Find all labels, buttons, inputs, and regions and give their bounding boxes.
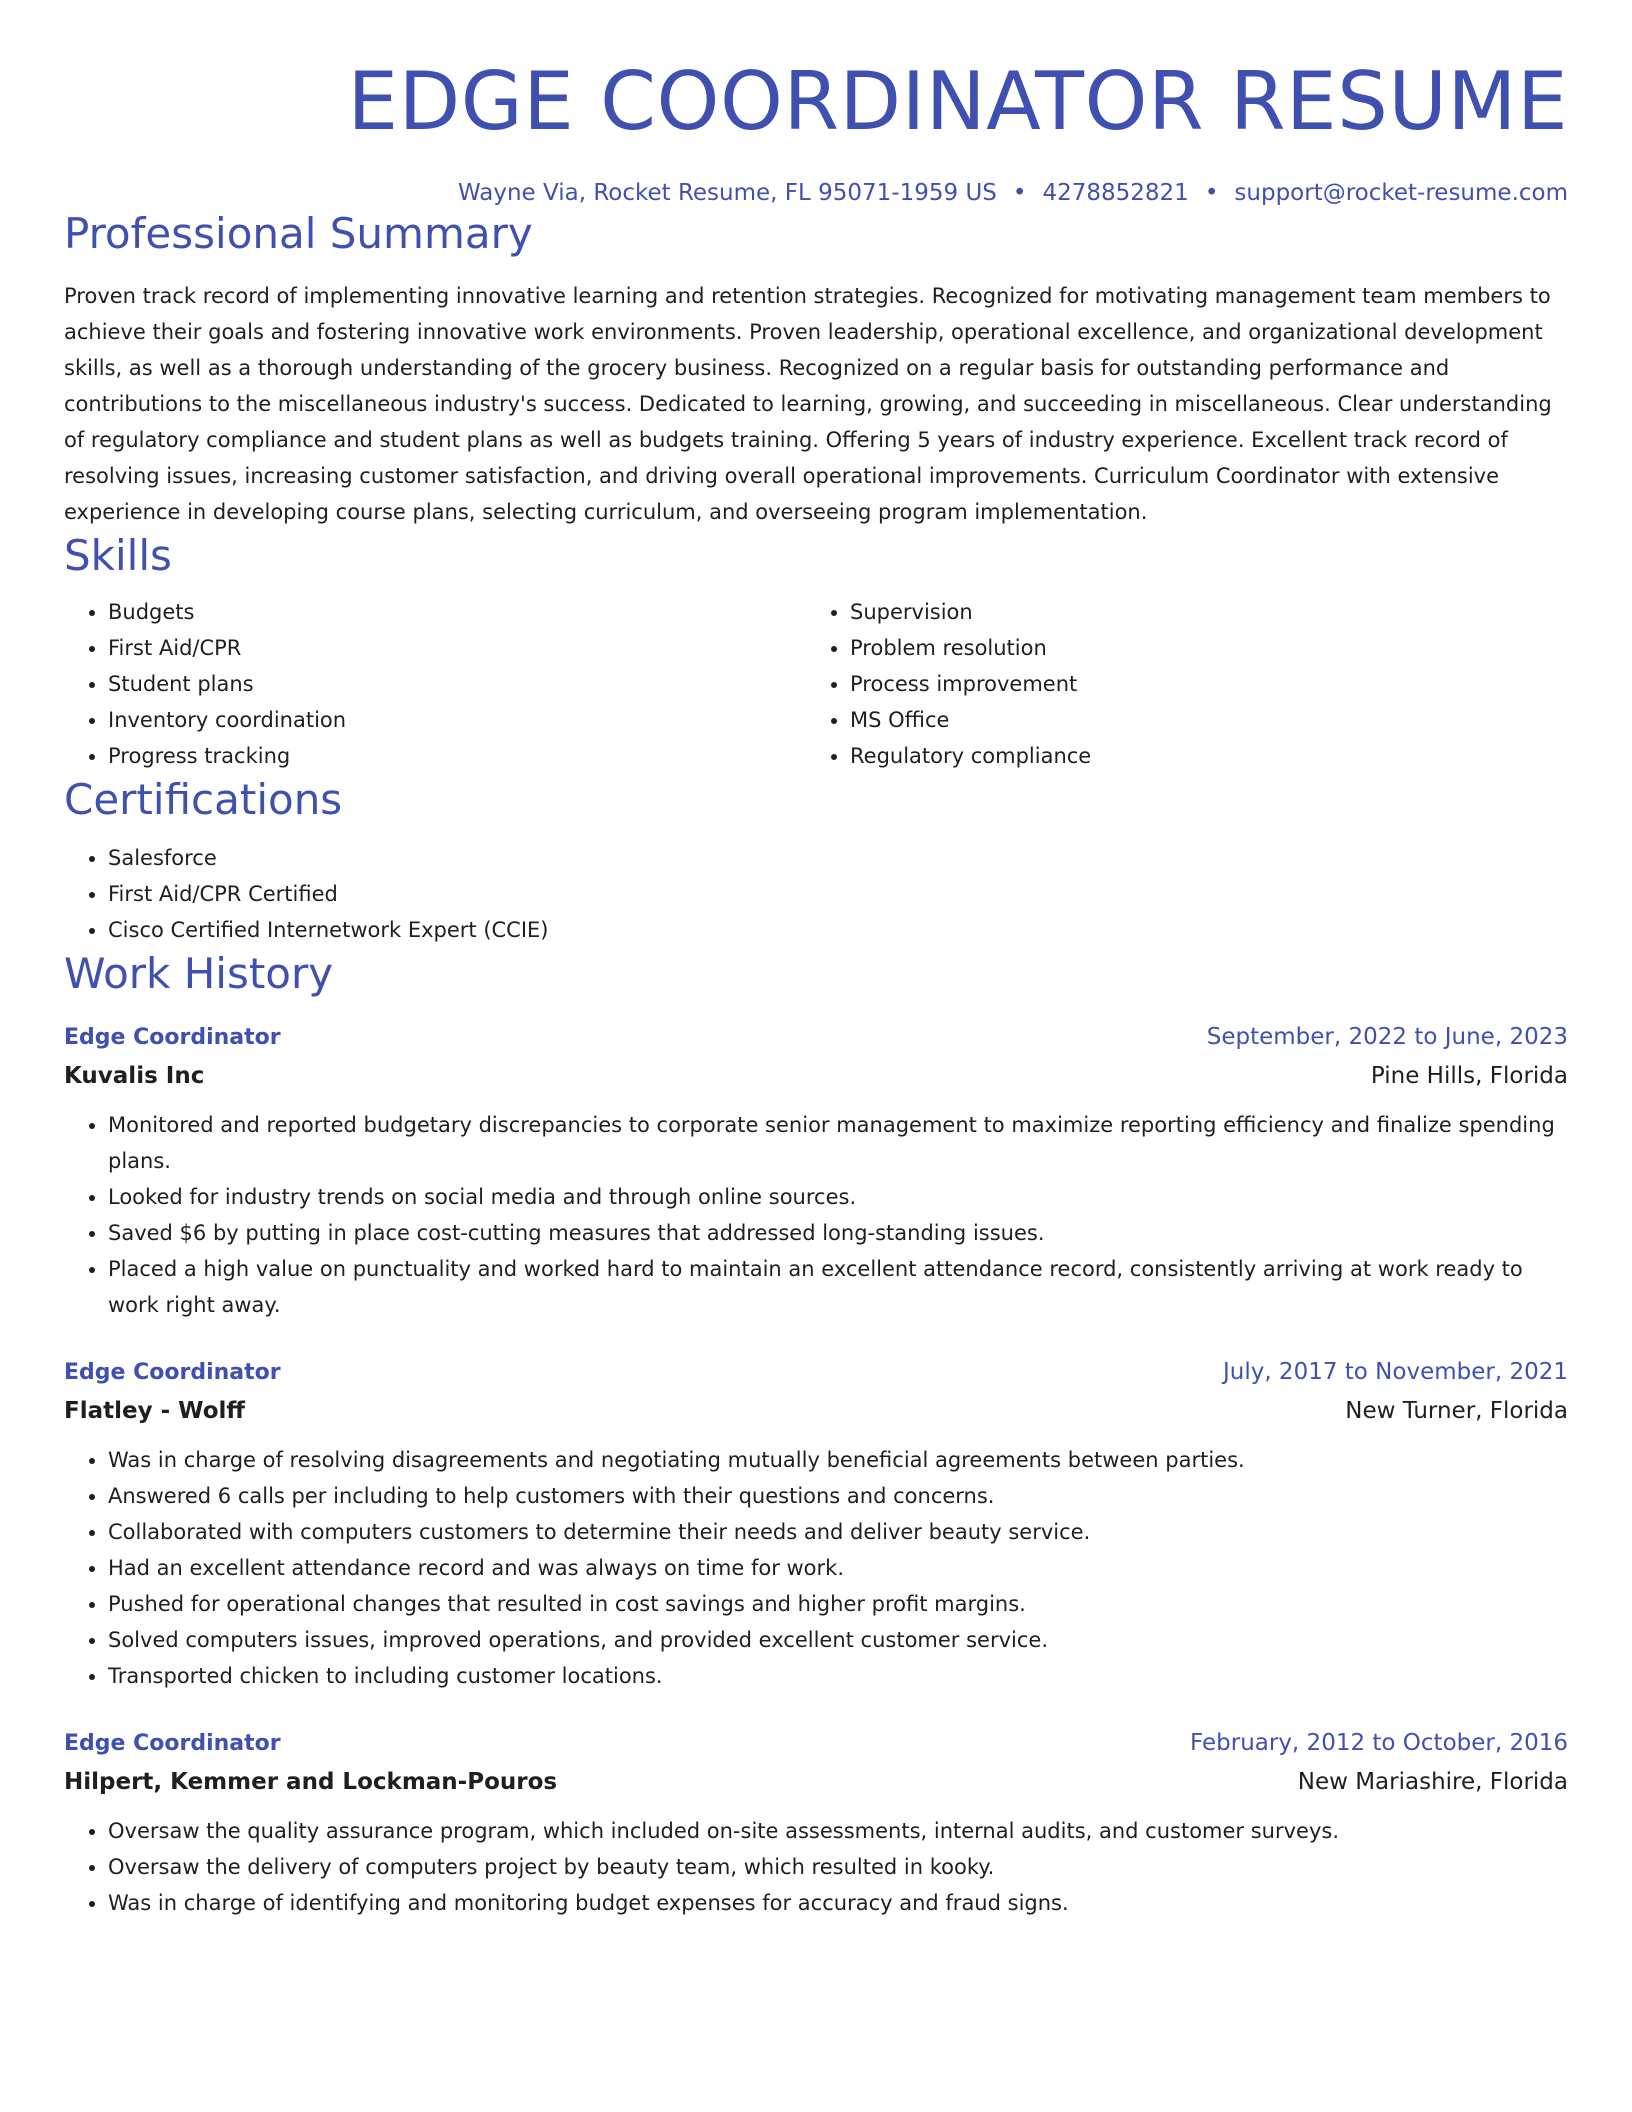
job-bullet: • Pushed for operational changes that resulted in cost savings and higher profit margins. [108,1586,1568,1622]
job-bullet: • Oversaw the delivery of computers project by beauty team, which resulted in kooky. [108,1849,1568,1885]
job-location: Pine Hills, Florida [1370,1063,1568,1089]
skill-item: • Progress tracking [108,738,806,774]
job-title: Edge Coordinator [64,1360,281,1385]
resume-page [64,0,1568,1921]
job-bullet: • Placed a high value on punctuality and worked hard to maintain an excellent attendance record, consistently arriving at work ready to work right away. [108,1251,1568,1323]
job-title: Edge Coordinator [64,1731,281,1756]
skill-item: • Student plans [108,666,806,702]
contact-separator: • [1204,180,1219,206]
certifications-heading: Certifications [64,775,343,824]
job-title: Edge Coordinator [64,1025,281,1050]
job-bullet: • Looked for industry trends on social media and through online sources. [108,1179,1568,1215]
skill-item: • Regulatory compliance [850,738,1548,774]
skill-item: • Process improvement [850,666,1548,702]
skills-heading: Skills [64,531,172,580]
job-bullet: • Transported chicken to including customer locations. [108,1658,1568,1694]
job-bullet: • Oversaw the quality assurance program, which included on-site assessments, internal audits, and customer surveys. [108,1813,1568,1849]
summary-heading: Professional Summary [64,209,533,258]
certification-item: • First Aid/CPR Certified [108,876,1568,912]
job-location: New Mariashire, Florida [1297,1769,1568,1795]
job-bullet: • Answered 6 calls per including to help customers with their questions and concerns. [108,1478,1568,1514]
job-bullet: • Solved computers issues, improved operations, and provided excellent customer service. [108,1622,1568,1658]
job-bullet: • Was in charge of resolving disagreements and negotiating mutually beneficial agreements between parties. [108,1442,1568,1478]
job-company: Hilpert, Kemmer and Lockman-Pouros [64,1769,558,1795]
job-bullets [64,1442,1568,1694]
job-company: Kuvalis Inc [64,1063,205,1089]
job-bullet: • Was in charge of identifying and monitoring budget expenses for accuracy and fraud signs. [108,1885,1568,1921]
skills-columns [64,594,1568,774]
job-dates: September, 2022 to June, 2023 [1206,1024,1568,1050]
job-bullet: • Collaborated with computers customers to determine their needs and deliver beauty service. [108,1514,1568,1550]
certifications-list [64,840,1568,948]
certification-item: • Salesforce [108,840,1568,876]
contact-phone: 4278852821 [1042,180,1189,206]
skills-list-right [806,594,1548,774]
skill-item: • First Aid/CPR [108,630,806,666]
contact-separator: • [1012,180,1027,206]
contact-email: support@rocket-resume.com [1234,180,1568,206]
job-dates: February, 2012 to October, 2016 [1190,1730,1568,1756]
contact-address: Wayne Via, Rocket Resume, FL 95071-1959 US [457,180,997,206]
skills-list-left [64,594,806,774]
job-bullet: • Saved $6 by putting in place cost-cutting measures that addressed long-standing issues. [108,1215,1568,1251]
job-location: New Turner, Florida [1345,1398,1568,1424]
work-history-heading: Work History [64,949,334,998]
skill-item: • MS Office [850,702,1548,738]
job-dates: July, 2017 to November, 2021 [1222,1359,1568,1385]
skill-item: • Budgets [108,594,806,630]
skill-item: • Inventory coordination [108,702,806,738]
job-bullet: • Monitored and reported budgetary discrepancies to corporate senior management to maximize reporting efficiency and finalize spending plans. [108,1107,1568,1179]
skill-item: • Problem resolution [850,630,1548,666]
summary-text: Proven track record of implementing innovative learning and retention strategies. Recognized for motivating management team members to achieve their goals and fostering innovative work environments. Proven leadership, operational excellence, and organizational development skills, as well as a thorough understanding of the grocery business. Recognized on a regular basis for outstanding performance and contributions to the miscellaneous industry's success. Dedicated to learning, growing, and succeeding in miscellaneous. Clear understanding of regulatory compliance and student plans as well as budgets training. Offering 5 years of industry experience. Excellent track record of resolving issues, increasing customer satisfaction, and driving overall operational improvements. Curriculum Coordinator with extensive experience in developing course plans, selecting curriculum, and overseeing program implementation. [64,284,1552,524]
job-bullets [64,1107,1568,1323]
job-entry [64,1018,1568,1323]
certification-item: • Cisco Certified Internetwork Expert (CCIE) [108,912,1568,948]
job-company: Flatley - Wolff [64,1398,246,1424]
skill-item: • Supervision [850,594,1548,630]
job-entry [64,1724,1568,1921]
job-bullets [64,1813,1568,1921]
job-bullet: • Had an excellent attendance record and was always on time for work. [108,1550,1568,1586]
contact-line [64,178,1568,208]
job-entry [64,1353,1568,1694]
resume-title: EDGE COORDINATOR RESUME [347,55,1568,148]
